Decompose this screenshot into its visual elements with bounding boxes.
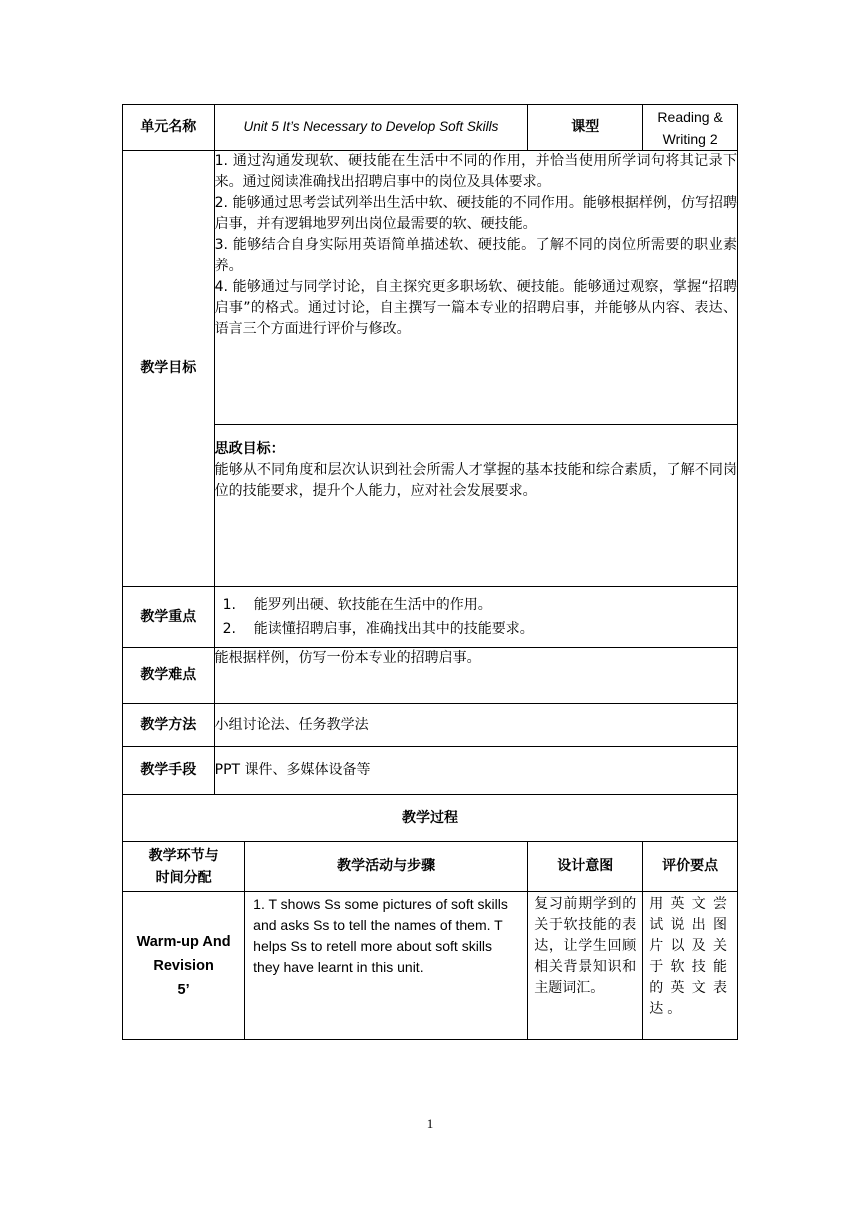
key-points-label: 教学重点 [123,587,215,648]
objective-item: 4. 能够通过与同学讨论，自主探究更多职场软、硬技能。能够通过观察，掌握“招聘启事”的格式。通过讨论，自主撰写一篇本专业的招聘启事，并能够从内容、表达、语言三个方面进行评价与修改。 [214,279,737,337]
objective-item: 3. 能够结合自身实际用英语简单描述软、硬技能。了解不同的岗位所需要的职业素养。 [214,237,737,274]
methods-label: 教学方法 [123,704,215,747]
objective-item: 1. 通过沟通发现软、硬技能在生活中不同的作用，并恰当使用所学词句将其记录下来。通过阅读准确找出招聘启事中的岗位及具体要求。 [214,153,737,190]
key-point-item: 1. 能罗列出硬、软技能在生活中的作用。 [222,597,492,613]
activity-column-header: 教学活动与步骤 [245,842,528,892]
stage-header-line2: 时间分配 [155,869,212,886]
stage-header-line1: 教学环节与 [148,847,219,864]
means-value: PPT 课件、多媒体设备等 [214,747,737,795]
evaluation-column-header: 评价要点 [643,842,738,892]
stage-cell [123,892,245,1040]
objectives-row [123,151,738,425]
evaluation-cell: 用英文尝试说出图片以及关于软技能的英文表达。 [643,892,738,1040]
ideology-title: 思政目标： [214,441,285,457]
process-header-row [123,842,738,892]
key-points-list [214,587,737,648]
objectives-list [214,151,737,425]
ideology-text: 能够从不同角度和层次认识到社会所需人才掌握的基本技能和综合素质，了解不同岗位的技能要求，提升个人能力，应对社会发展要求。 [214,462,737,499]
ideology-row [123,425,738,587]
key-point-item: 2. 能读懂招聘启事，准确找出其中的技能要求。 [222,621,534,637]
unit-value: Unit 5 It’s Necessary to Develop Soft Skills [214,105,528,151]
objectives-label: 教学目标 [123,151,215,587]
methods-row [123,704,738,747]
ideology-cell [214,425,737,587]
stage-line1: Warm-up And [136,933,231,950]
lesson-plan-table [122,104,738,1040]
difficulties-row [123,648,738,704]
difficulties-value: 能根据样例，仿写一份本专业的招聘启事。 [214,648,737,704]
difficulties-label: 教学难点 [123,648,215,704]
purpose-cell: 复习前期学到的关于软技能的表达，让学生回顾相关背景知识和主题词汇。 [528,892,643,1040]
type-value-line1: Reading & [657,108,723,125]
unit-label: 单元名称 [123,105,215,151]
type-label: 课型 [528,105,643,151]
header-row [123,105,738,151]
key-points-row [123,587,738,648]
objective-item: 2. 能够通过思考尝试列举出生活中软、硬技能的不同作用。能够根据样例，仿写招聘启事，并有逻辑地罗列出岗位最需要的软、硬技能。 [214,195,737,232]
type-value [643,105,738,151]
page-number: 1 [426,1116,434,1131]
purpose-column-header: 设计意图 [528,842,643,892]
means-row [123,747,738,795]
process-title-row [123,795,738,842]
type-value-line2: Writing 2 [662,130,718,147]
means-label: 教学手段 [123,747,215,795]
methods-value: 小组讨论法、任务教学法 [214,704,737,747]
stage-line2: Revision [153,957,214,974]
activity-cell: 1. T shows Ss some pictures of soft skills and asks Ss to tell the names of them. T helps Ss to retell more about soft skills they have learnt in this unit. [245,892,528,1040]
process-row [123,892,738,1040]
process-title: 教学过程 [123,795,738,842]
stage-line3: 5’ [177,981,190,998]
stage-column-header [123,842,245,892]
